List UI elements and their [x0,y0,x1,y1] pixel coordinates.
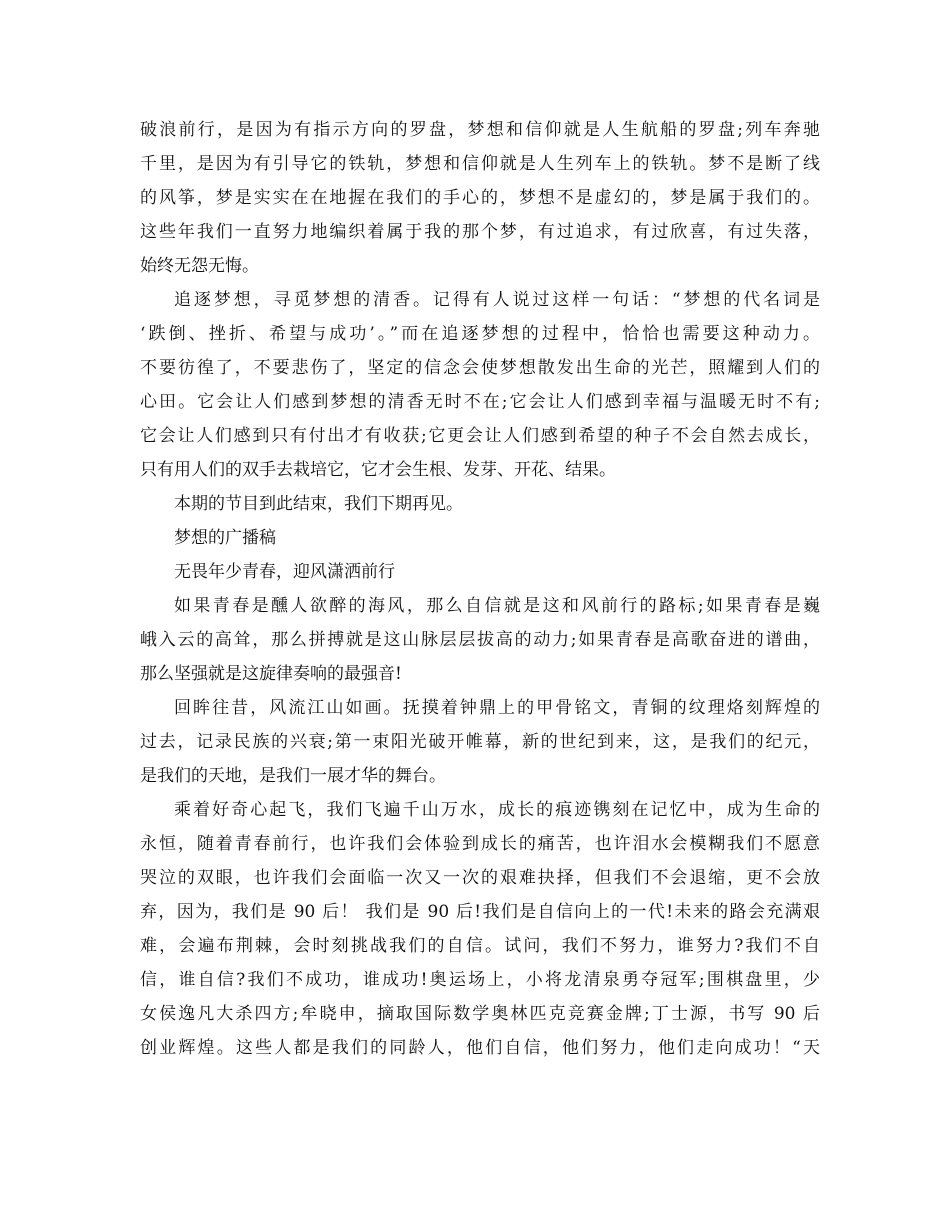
text-line: 的风筝，梦是实实在在地握在我们的手心的，梦想不是虚幻的，梦是属于我们的。 [140,188,820,208]
text-line: 是我们的天地，是我们一展才华的舞台。 [140,766,446,786]
paragraph-first-line: 如果青春是醺人欲醉的海风，那么自信就是这和风前行的路标;如果青春是巍 [174,596,820,616]
text-line: 心田。它会让人们感到梦想的清香无时不在;它会让人们感到幸福与温暖无时不有; [140,392,820,412]
text-line: 不要彷徨了，不要悲伤了，坚定的信念会使梦想散发出生命的光芒，照耀到人们的 [140,358,820,378]
text-line: 那么坚强就是这旋律奏响的最强音! [140,664,402,684]
text-line: 难，会遍布荆棘，会时刻挑战我们的自信。试问，我们不努力，谁努力?我们不自 [140,936,820,956]
paragraph-first-line: 本期的节目到此结束，我们下期再见。 [174,494,463,514]
text-line: 创业辉煌。这些人都是我们的同龄人，他们自信，他们努力，他们走向成功！“天 [140,1038,820,1058]
text-line: ‘跌倒、挫折、希望与成功’。”而在追逐梦想的过程中，恰恰也需要这种动力。 [140,324,820,344]
paragraph-first-line: 乘着好奇心起飞，我们飞遍千山万水，成长的痕迹镌刻在记忆中，成为生命的 [174,800,820,820]
text-line: 弃，因为，我们是 90 后！ 我们是 90 后!我们是自信向上的一代!未来的路会充满艰 [140,902,820,922]
text-line: 过去，记录民族的兴衰;第一束阳光破开帷幕，新的世纪到来，这，是我们的纪元， [140,732,820,752]
text-line: 破浪前行，是因为有指示方向的罗盘，梦想和信仰就是人生航船的罗盘;列车奔驰 [140,120,820,140]
paragraph-first-line: 追逐梦想，寻觅梦想的清香。记得有人说过这样一句话：“梦想的代名词是 [174,290,820,310]
text-line: 这些年我们一直努力地编织着属于我的那个梦，有过追求，有过欣喜，有过失落， [140,222,820,242]
text-line: 始终无怨无悔。 [140,256,259,276]
text-line: 哭泣的双眼，也许我们会面临一次又一次的艰难抉择，但我们不会退缩，更不会放 [140,868,820,888]
text-line: 峨入云的高耸，那么拼搏就是这山脉层层拔高的动力;如果青春是高歌奋进的谱曲， [140,630,820,650]
text-line: 它会让人们感到只有付出才有收获;它更会让人们感到希望的种子不会自然去成长， [140,426,820,446]
text-line: 只有用人们的双手去栽培它，它才会生根、发芽、开花、结果。 [140,460,616,480]
document-body [140,113,820,1065]
text-line: 千里，是因为有引导它的铁轨，梦想和信仰就是人生列车上的铁轨。梦不是断了线 [140,154,820,174]
text-line: 信，谁自信?我们不成功，谁成功!奥运场上，小将龙清泉勇夺冠军;围棋盘里，少 [140,970,820,990]
text-line: 永恒，随着青春前行，也许我们会体验到成长的痛苦，也许泪水会模糊我们不愿意 [140,834,820,854]
section-heading: 梦想的广播稿 [174,528,276,548]
paragraph-first-line: 回眸往昔，风流江山如画。抚摸着钟鼎上的甲骨铭文，青铜的纹理烙刻辉煌的 [174,698,820,718]
text-line: 女侯逸凡大杀四方;牟晓申，摘取国际数学奥林匹克竞赛金牌;丁士源，书写 90 后 [140,1004,820,1024]
section-subheading: 无畏年少青春，迎风潇洒前行 [174,562,395,582]
